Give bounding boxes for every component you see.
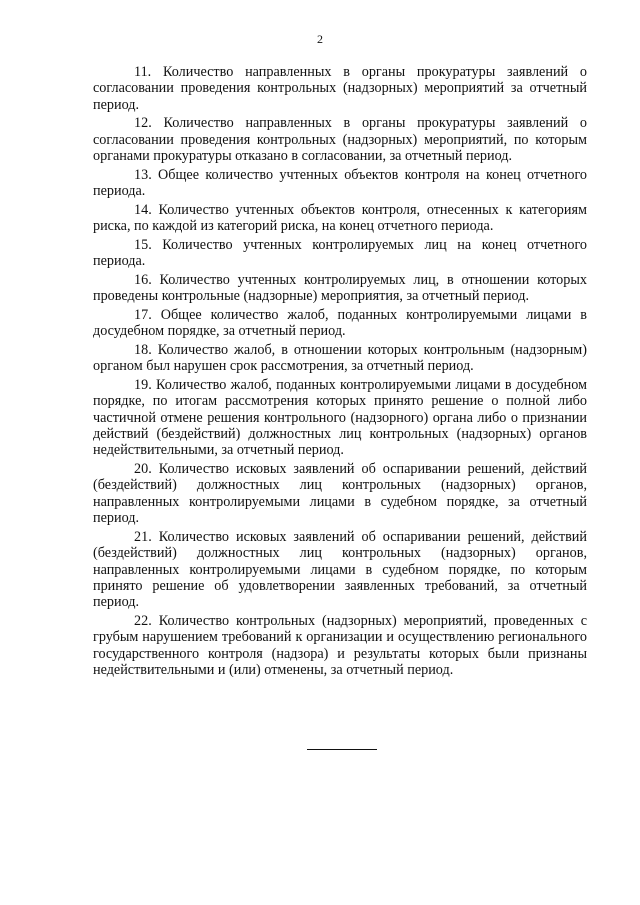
paragraph-number: 16. (134, 271, 152, 288)
paragraph-16 (93, 272, 587, 305)
paragraph-21 (93, 529, 587, 611)
paragraph-number: 13. (134, 166, 152, 183)
paragraph-11 (93, 64, 587, 113)
document-body (93, 64, 587, 681)
paragraph-text: Количество жалоб, в отношении которых контрольным (надзорным) органом был нарушен срок рассмотрения, за отчетный период. (93, 341, 587, 375)
paragraph-text: Количество исковых заявлений об оспаривании решений, действий (бездействий) должностных лиц контрольных (надзорных) органов, направленных контролируемыми лицами в судебном порядке, по которым принято решение об удовлетворении заявленных требований, за отчетный период. (93, 528, 587, 611)
paragraph-text: Общее количество учтенных объектов контроля на конец отчетного периода. (93, 166, 588, 200)
paragraph-15 (93, 237, 587, 270)
paragraph-number: 19. (134, 376, 152, 393)
paragraph-text: Количество учтенных объектов контроля, отнесенных к категориям риска, по каждой из категорий риска, на конец отчетного периода. (93, 201, 587, 235)
paragraph-19 (93, 377, 587, 459)
paragraph-20 (93, 461, 587, 527)
paragraph-14 (93, 202, 587, 235)
paragraph-text: Общее количество жалоб, поданных контролируемыми лицами в досудебном порядке, за отчетный период. (93, 306, 588, 340)
paragraph-18 (93, 342, 587, 375)
paragraph-text: Количество жалоб, поданных контролируемыми лицами в досудебном порядке, по итогам рассмотрения которых принято решение о полной либо частичной отмене решения контрольного (надзорного) органа либо о признании действий (бездействий) должностных лиц контрольных (надзорных) органов недействительными, за отчетный период. (93, 376, 587, 459)
paragraph-number: 11. (134, 64, 152, 80)
paragraph-text: Количество исковых заявлений об оспаривании решений, действий (бездействий) должностных лиц контрольных (надзорных) органов, направленных контролируемыми лицами в судебном порядке, за отчетный период. (93, 461, 587, 527)
paragraph-text: Количество направленных в органы прокуратуры заявлений о согласовании проведения контрольных (надзорных) мероприятий за отчетный период. (93, 64, 587, 113)
closing-divider (307, 749, 377, 750)
page-number: 2 (317, 32, 323, 46)
paragraph-text: Количество контрольных (надзорных) мероприятий, проведенных с грубым нарушением требований к организации и осуществлению регионального государственного контроля (надзора) и результаты которых были признаны недействительными и (или) отменены, за отчетный период. (93, 613, 587, 679)
paragraph-17 (93, 307, 587, 340)
paragraph-number: 14. (134, 201, 152, 218)
paragraph-text: Количество учтенных контролируемых лиц на конец отчетного периода. (93, 236, 588, 270)
paragraph-number: 21. (134, 528, 152, 545)
paragraph-number: 18. (134, 341, 152, 358)
paragraph-number: 12. (134, 115, 152, 132)
paragraph-number: 20. (134, 461, 152, 478)
paragraph-number: 15. (134, 236, 152, 253)
paragraph-text: Количество направленных в органы прокуратуры заявлений о согласовании проведения контрольных (надзорных) мероприятий, по которым органами прокуратуры отказано в согласовании, за отчетный период. (93, 115, 587, 165)
paragraph-text: Количество учтенных контролируемых лиц, в отношении которых проведены контрольные (надзорные) мероприятия, за отчетный период. (93, 271, 587, 305)
paragraph-number: 22. (134, 613, 152, 630)
paragraph-13 (93, 167, 587, 200)
paragraph-number: 17. (134, 306, 152, 323)
paragraph-22 (93, 613, 587, 679)
paragraph-12 (93, 115, 587, 164)
